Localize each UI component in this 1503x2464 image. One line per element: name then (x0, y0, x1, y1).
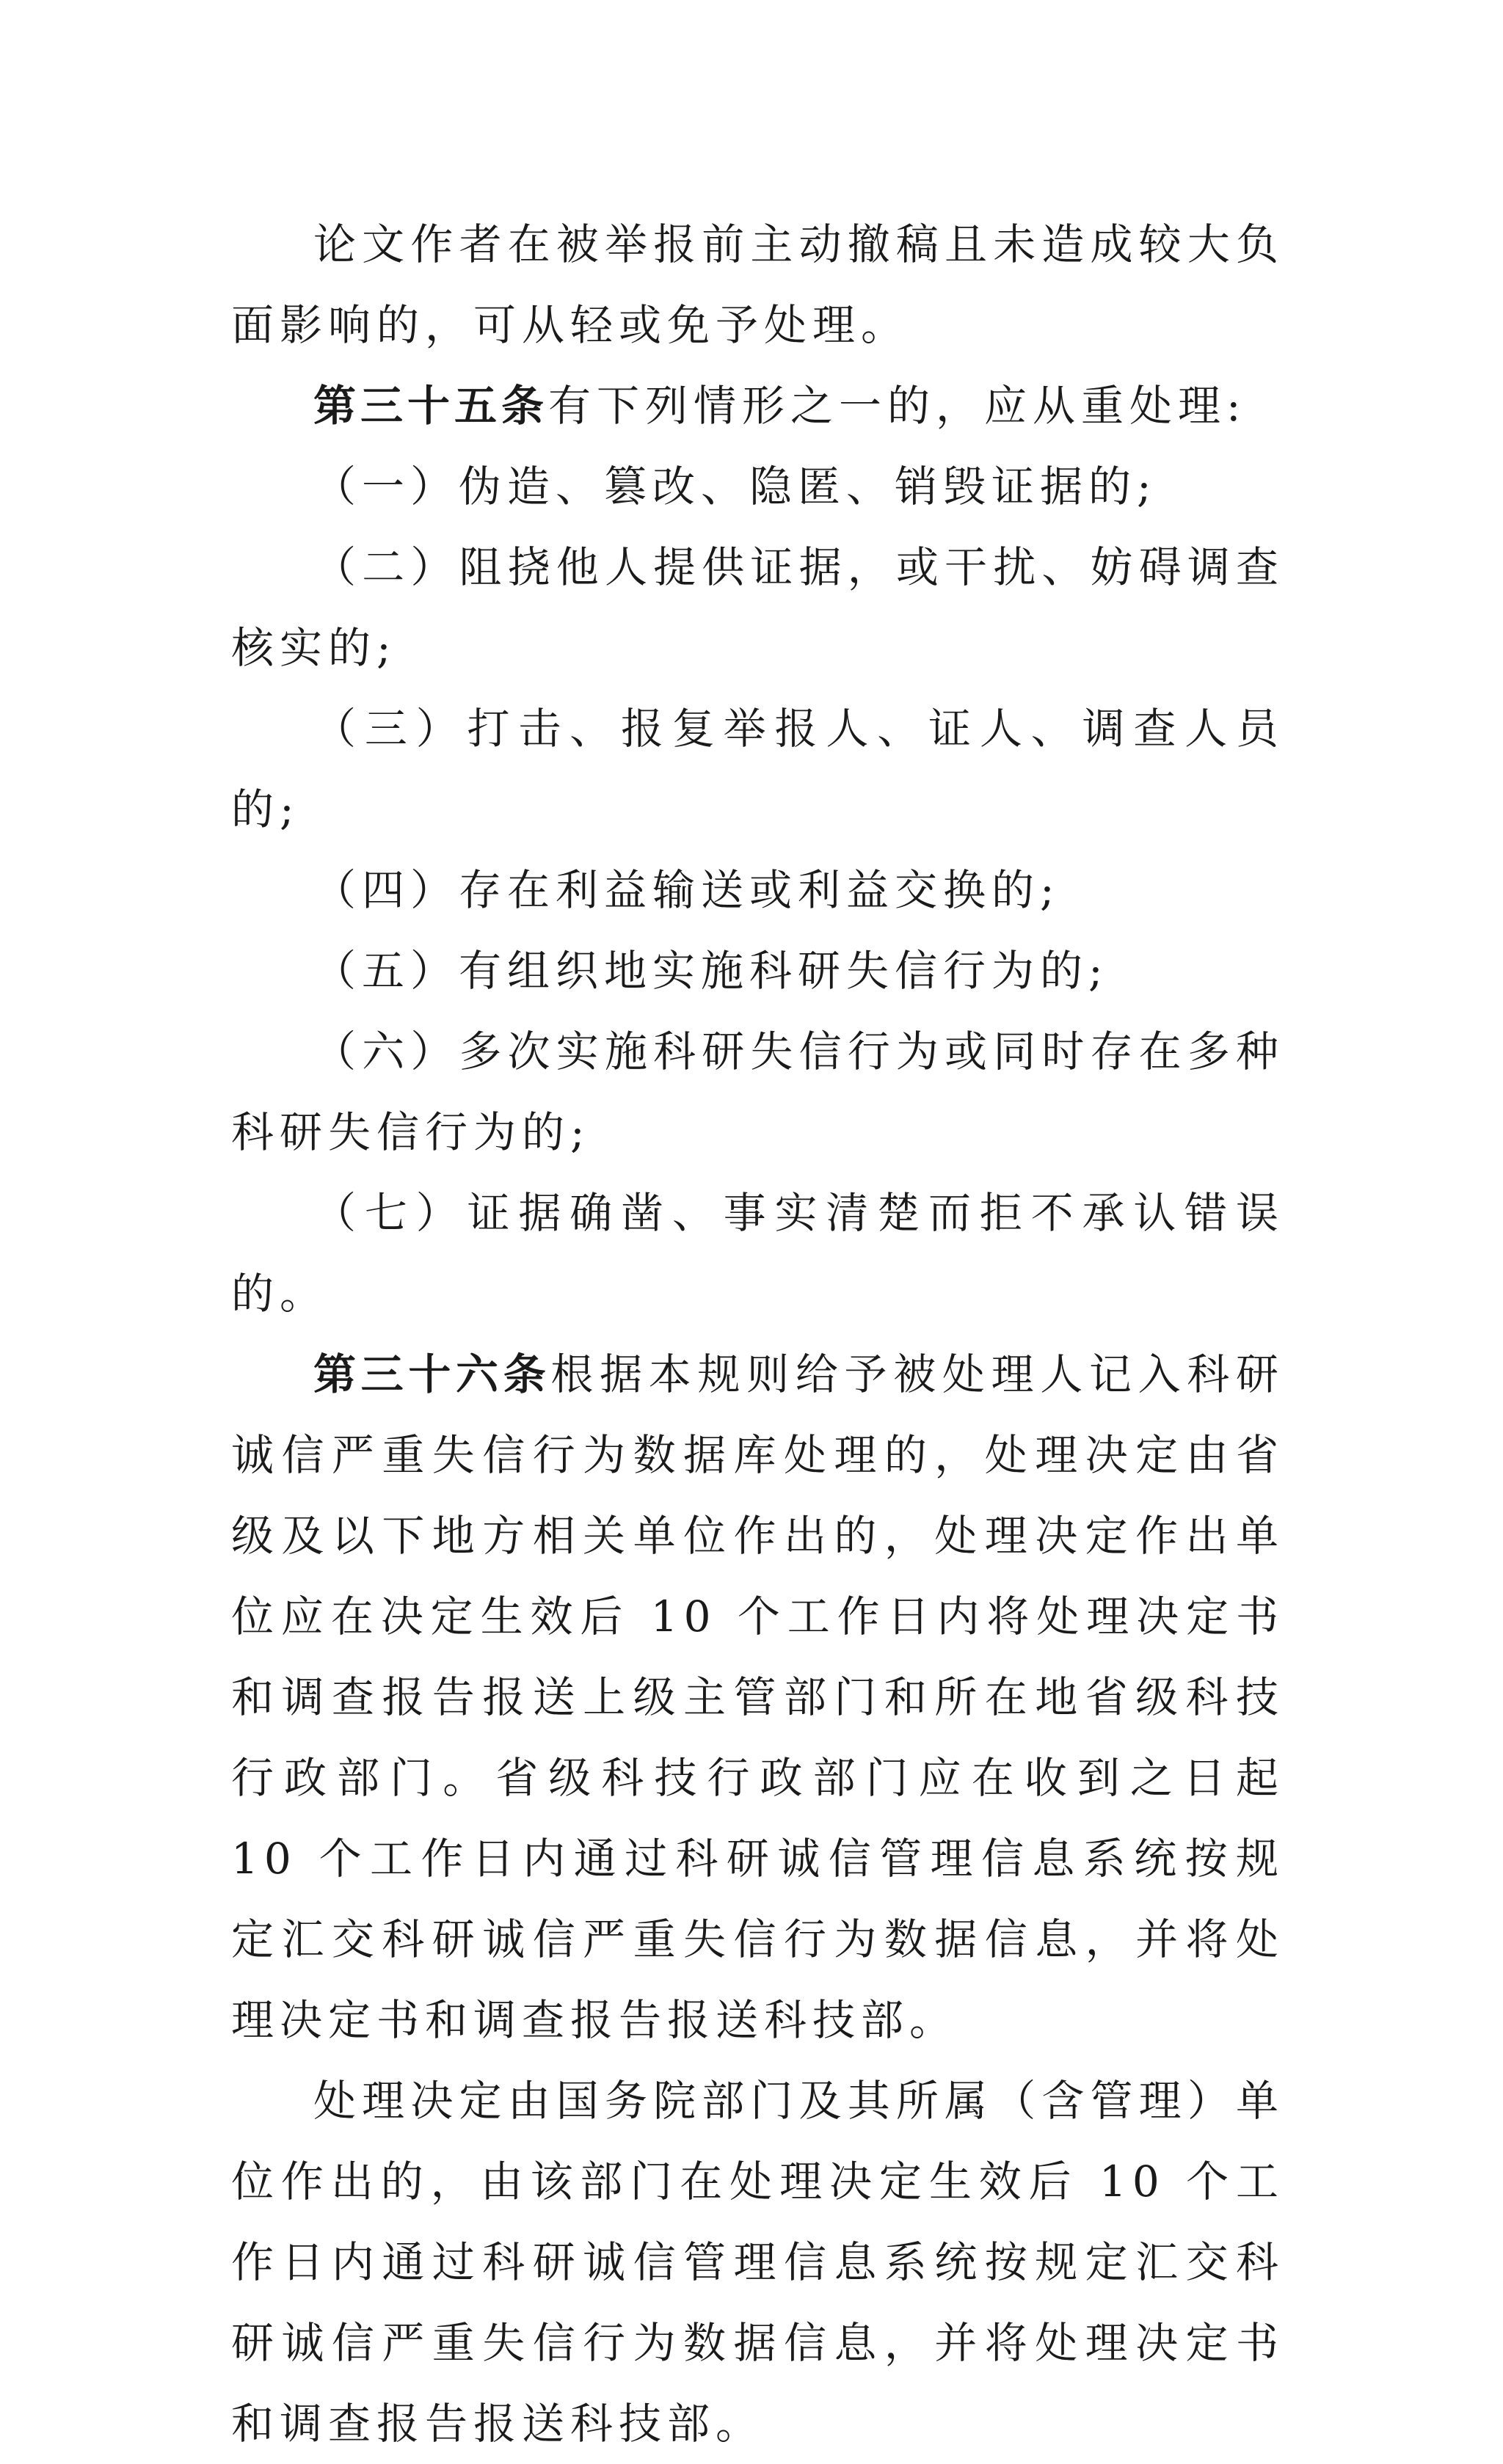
list-item-2 (231, 527, 1284, 688)
list-item-5 (231, 930, 1284, 1011)
list-item-text: （五）有组织地实施科研失信行为的; (313, 946, 1109, 996)
paragraph-state-council-decisions (231, 2060, 1284, 2464)
paragraph-text: 有下列情形之一的，应从重处理: (548, 381, 1247, 431)
paragraph-text: 论文作者在被举报前主动撤稿且未造成较大负面影响的，可从轻或免予处理。 (231, 219, 1284, 350)
list-item-1 (231, 446, 1284, 527)
list-item-text: （三）打击、报复举报人、证人、调查人员的; (231, 704, 1284, 834)
list-item-text: （二）阻挠他人提供证据，或干扰、妨碍调查核实的; (231, 542, 1284, 673)
list-item-text: （六）多次实施科研失信行为或同时存在多种科研失信行为的; (231, 1027, 1284, 1157)
article-number: 第三十六条 (313, 1349, 551, 1399)
list-item-text: （七）证据确凿、事实清楚而拒不承认错误的。 (231, 1188, 1284, 1319)
paragraph-text: 根据本规则给予被处理人记入科研诚信严重失信行为数据库处理的，处理决定由省级及以下地方相关单位作出的，处理决定作出单位应在决定生效后 10 个工作日内将处理决定书和调查报告报送上级主管部门和所在地省级科技行政部门。省级科技行政部门应在收到之日起 10 个工作日内通过科研诚信管理信息系统按规定汇交科研诚信严重失信行为数据信息，并将处理决定书和调查报告报送科技部。 (231, 1349, 1284, 2045)
list-item-7 (231, 1173, 1284, 1334)
paragraph-article-36 (231, 1334, 1284, 2060)
document-body (231, 204, 1284, 2464)
paragraph-article-35 (231, 365, 1284, 446)
list-item-text: （一）伪造、篡改、隐匿、销毁证据的; (313, 462, 1157, 511)
article-number: 第三十五条 (313, 381, 549, 431)
list-item-6 (231, 1011, 1284, 1173)
paragraph-withdrawal-leniency (231, 204, 1284, 365)
paragraph-text: 处理决定由国务院部门及其所属（含管理）单位作出的，由该部门在处理决定生效后 10 个工作日内通过科研诚信管理信息系统按规定汇交科研诚信严重失信行为数据信息，并将处理决定书和调查报告报送科技部。 (231, 2076, 1284, 2449)
list-item-4 (231, 850, 1284, 930)
list-item-text: （四）存在利益输送或利益交换的; (313, 865, 1060, 915)
list-item-3 (231, 688, 1284, 850)
